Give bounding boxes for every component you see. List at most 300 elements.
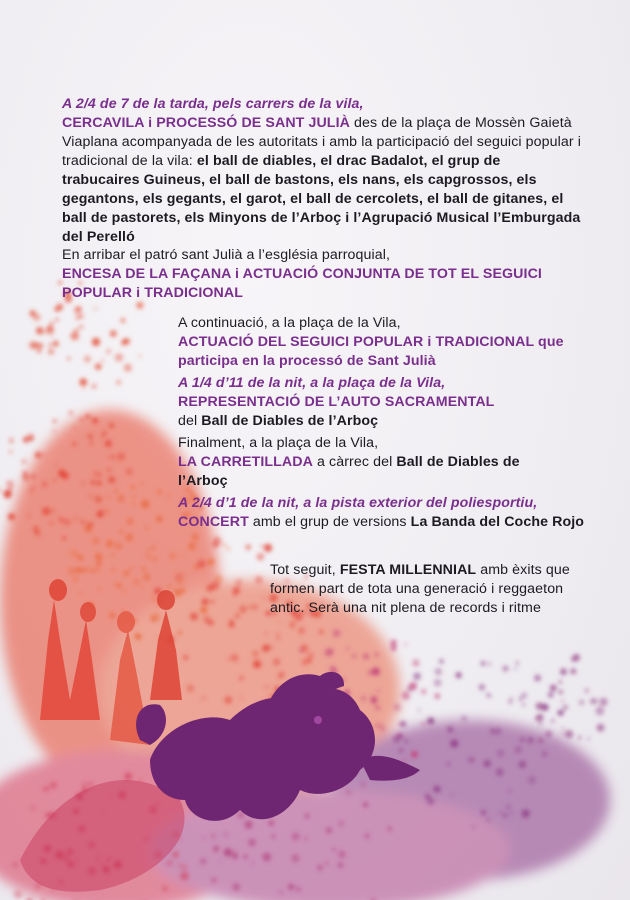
paint-speckle	[62, 472, 69, 479]
paint-speckle	[67, 357, 70, 360]
paint-speckle	[255, 576, 263, 584]
paint-speckle	[211, 600, 215, 604]
paint-speckle	[151, 597, 156, 602]
paint-speckle	[235, 613, 240, 618]
paint-speckle	[509, 701, 512, 704]
paint-speckle	[137, 635, 142, 640]
paint-speckle	[326, 827, 332, 833]
paint-speckle	[92, 418, 98, 424]
paint-speckle	[541, 751, 547, 757]
paint-speckle	[561, 726, 564, 729]
paint-speckle	[42, 453, 45, 456]
paint-speckle	[50, 322, 53, 325]
paint-speckle	[35, 452, 42, 459]
paint-speckle	[94, 339, 97, 342]
paint-speckle	[6, 480, 14, 488]
paint-speckle	[596, 707, 605, 716]
paint-speckle	[446, 761, 451, 766]
paint-speckle	[106, 509, 110, 513]
paint-speckle	[508, 789, 512, 793]
paint-speckle	[77, 555, 83, 561]
paint-speckle	[111, 568, 115, 572]
paint-speckle	[107, 456, 110, 459]
paint-speckle	[391, 645, 397, 651]
paint-speckle	[555, 741, 558, 744]
paint-speckle	[197, 560, 205, 568]
paint-speckle	[262, 853, 271, 862]
paint-speckle	[62, 536, 66, 540]
paint-speckle	[468, 757, 475, 764]
paint-speckle	[22, 459, 27, 464]
event-connector: del	[178, 413, 202, 429]
paint-speckle	[487, 818, 490, 821]
paint-speckle	[102, 359, 105, 362]
paint-speckle	[93, 471, 96, 474]
paint-speckle	[252, 650, 259, 657]
paint-speckle	[74, 307, 81, 314]
paint-speckle	[291, 832, 300, 841]
paint-speckle	[233, 587, 240, 594]
paint-speckle	[298, 627, 306, 635]
paint-speckle	[141, 500, 150, 509]
paint-speckle	[174, 574, 180, 580]
paint-speckle	[84, 356, 91, 363]
paint-speckle	[599, 698, 607, 706]
paint-speckle	[245, 544, 251, 550]
paint-speckle	[127, 538, 130, 541]
paint-speckle	[227, 658, 229, 660]
paint-speckle	[421, 689, 426, 694]
paint-speckle	[265, 632, 269, 636]
paint-speckle	[36, 327, 43, 334]
paint-speckle	[29, 491, 31, 493]
paint-speckle	[571, 657, 576, 662]
paint-speckle	[481, 810, 486, 815]
paint-speckle	[141, 482, 144, 485]
paint-speckle	[308, 658, 313, 663]
paint-speckle	[79, 378, 87, 386]
paint-speckle	[154, 558, 157, 561]
paint-speckle	[106, 540, 114, 548]
paint-speckle	[123, 570, 129, 576]
paint-speckle	[404, 643, 407, 646]
paint-speckle	[105, 440, 112, 447]
paint-speckle	[375, 705, 380, 710]
paint-speckle	[156, 516, 163, 523]
paint-speckle	[187, 685, 194, 692]
paint-speckle	[520, 737, 525, 742]
paint-speckle	[270, 646, 273, 649]
paint-speckle	[211, 833, 216, 838]
paint-speckle	[68, 567, 76, 575]
paint-speckle	[224, 833, 229, 838]
paint-speckle	[536, 714, 544, 722]
paint-speckle	[70, 549, 79, 558]
paint-speckle	[167, 584, 171, 588]
paint-speckle	[207, 558, 214, 565]
paint-speckle	[213, 846, 219, 852]
paint-speckle	[278, 621, 281, 624]
event-intro: Tot seguit,	[270, 562, 340, 578]
event-group: Ball de Diables de l’Arboç	[178, 454, 520, 489]
paint-speckle	[565, 730, 573, 738]
paint-speckle	[243, 854, 248, 859]
paint-speckle	[239, 676, 243, 680]
paint-speckle	[31, 806, 35, 810]
paint-speckle	[39, 343, 44, 348]
event-connector: amb el grup de versions	[248, 514, 411, 530]
paint-speckle	[412, 659, 419, 666]
paint-speckle	[578, 736, 581, 739]
paint-speckle	[40, 536, 42, 538]
paint-speckle	[96, 561, 101, 566]
paint-speckle	[49, 343, 52, 346]
paint-speckle	[50, 781, 58, 789]
paint-speckle	[346, 647, 350, 651]
paint-speckle	[3, 492, 10, 499]
paint-speckle	[434, 786, 441, 793]
paint-speckle	[22, 474, 29, 481]
paint-speckle	[156, 489, 163, 496]
paint-speckle	[83, 387, 85, 389]
paint-speckle	[131, 485, 136, 490]
paint-speckle	[551, 719, 555, 723]
paint-speckle	[51, 334, 53, 336]
paint-speckle	[14, 890, 23, 899]
paint-speckle	[404, 739, 408, 743]
paint-speckle	[495, 728, 501, 734]
paint-speckle	[53, 341, 59, 347]
paint-speckle	[173, 588, 180, 595]
paint-speckle	[262, 597, 265, 600]
paint-speckle	[560, 668, 567, 675]
paint-speckle	[597, 724, 605, 732]
paint-speckle	[499, 811, 503, 815]
paint-speckle	[96, 472, 102, 478]
paint-speckle	[94, 495, 101, 502]
paint-speckle	[54, 308, 57, 311]
paint-speckle	[178, 631, 182, 635]
paint-speckle	[55, 464, 58, 467]
paint-speckle	[13, 862, 19, 868]
paint-speckle	[379, 723, 382, 726]
paint-speckle	[124, 773, 132, 781]
paint-speckle	[528, 776, 536, 784]
paint-speckle	[479, 684, 485, 690]
paint-speckle	[203, 836, 206, 839]
paint-speckle	[65, 519, 71, 525]
paint-speckle	[202, 696, 206, 700]
paint-speckle	[190, 613, 198, 621]
paint-speckle	[534, 675, 541, 682]
paint-speckle	[172, 851, 179, 858]
paint-speckle	[33, 526, 38, 531]
paint-speckle	[363, 802, 368, 807]
paint-speckle	[497, 749, 505, 757]
paint-speckle	[132, 502, 135, 505]
paint-speckle	[514, 668, 517, 671]
paint-speckle	[276, 633, 279, 636]
paint-speckle	[413, 672, 421, 680]
paint-speckle	[163, 887, 167, 891]
paint-speckle	[143, 573, 150, 580]
paint-speckle	[538, 738, 544, 744]
paint-speckle	[124, 364, 132, 372]
event-auto-sacramental	[178, 374, 578, 431]
paint-speckle	[83, 567, 89, 573]
paint-speckle	[27, 515, 30, 518]
paint-speckle	[211, 581, 220, 590]
event-connector: a càrrec del	[312, 454, 397, 470]
paint-speckle	[109, 612, 115, 618]
paint-speckle	[277, 637, 280, 640]
paint-speckle	[425, 794, 430, 799]
paint-speckle	[116, 380, 121, 385]
paint-speckle	[146, 549, 149, 552]
paint-speckle	[114, 582, 120, 588]
paint-speckle	[439, 659, 443, 663]
paint-speckle	[393, 703, 401, 711]
paint-speckle	[37, 348, 42, 353]
paint-speckle	[100, 436, 103, 439]
paint-speckle	[42, 507, 50, 515]
paint-speckle	[252, 604, 259, 611]
paint-speckle	[361, 696, 366, 701]
paint-speckle	[461, 716, 466, 721]
paint-speckle	[585, 689, 589, 693]
paint-speckle	[390, 640, 396, 646]
paint-speckle	[9, 438, 15, 444]
paint-speckle	[72, 442, 77, 447]
paint-speckle	[180, 872, 188, 880]
paint-speckle	[338, 851, 346, 859]
paint-speckle	[587, 737, 590, 740]
paint-speckle	[106, 467, 111, 472]
paint-speckle	[108, 476, 115, 483]
paint-speckle	[48, 348, 55, 355]
paint-speckle	[30, 310, 36, 316]
paint-speckle	[191, 533, 199, 541]
paint-speckle	[95, 363, 102, 370]
event-encesa-facana	[62, 246, 582, 303]
paint-speckle	[53, 419, 57, 423]
paint-speckle	[319, 630, 323, 634]
paint-speckle	[211, 878, 216, 883]
paint-speckle	[231, 654, 239, 662]
paint-speckle	[410, 682, 417, 689]
event-title: CONCERT	[178, 514, 249, 530]
paint-speckle	[81, 481, 84, 484]
paint-speckle	[89, 567, 96, 574]
paint-speckle	[579, 700, 585, 706]
paint-speckle	[368, 670, 373, 675]
paint-speckle	[51, 509, 55, 513]
event-description: amb èxits que formen part de tota una generació i reggaeton antic. Serà una nit plena de records i ritme	[270, 562, 570, 616]
paint-speckle	[232, 854, 238, 860]
paint-speckle	[55, 318, 58, 321]
event-title: CERCAVILA i PROCESSÓ DE SANT JULIÀ	[62, 115, 350, 131]
event-description: des de la plaça de Mossèn Gaietà Viaplana acompanyada de les autoritats i amb la participació del seguici popular i tradicional de la vila:	[62, 115, 581, 169]
paint-speckle	[89, 495, 92, 498]
paint-speckle	[374, 724, 378, 728]
paint-speckle	[558, 710, 564, 716]
paint-speckle	[558, 680, 562, 684]
paint-speckle	[200, 606, 208, 614]
paint-speckle	[69, 411, 73, 415]
paint-speckle	[96, 568, 101, 573]
paint-speckle	[118, 529, 123, 534]
paint-speckle	[85, 414, 91, 420]
event-title: ACTUACIÓ DEL SEGUICI POPULAR i TRADICIONAL	[178, 334, 535, 350]
event-time: A 1/4 d’11 de la nit, a la plaça de la Vila,	[178, 375, 446, 391]
paint-speckle	[333, 629, 341, 637]
event-actuacio-seguici	[178, 314, 578, 371]
paint-speckle	[545, 731, 552, 738]
paint-speckle	[72, 576, 79, 583]
paint-speckle	[317, 865, 323, 871]
paint-speckle	[84, 524, 92, 532]
paint-speckle	[74, 516, 78, 520]
paint-speckle	[106, 349, 111, 354]
paint-speckle	[152, 612, 161, 621]
paint-speckle	[146, 554, 150, 558]
paint-speckle	[182, 864, 188, 870]
paint-speckle	[168, 495, 171, 498]
paint-speckle	[133, 579, 140, 586]
paint-speckle	[97, 511, 103, 517]
paint-speckle	[9, 450, 12, 453]
paint-speckle	[53, 479, 56, 482]
paint-speckle	[212, 541, 215, 544]
paint-speckle	[79, 325, 83, 329]
paint-speckle	[563, 705, 568, 710]
event-band: La Banda del Coche Rojo	[410, 514, 585, 530]
paint-speckle	[435, 668, 442, 675]
paint-speckle	[472, 825, 475, 828]
paint-speckle	[97, 481, 102, 486]
paint-speckle	[43, 788, 46, 791]
paint-speckle	[111, 455, 116, 460]
paint-speckle	[92, 537, 99, 544]
paint-speckle	[347, 790, 351, 794]
paint-speckle	[53, 430, 56, 433]
paint-speckle	[487, 662, 491, 666]
paint-speckle	[230, 619, 233, 622]
paint-speckle	[327, 648, 333, 654]
paint-speckle	[527, 737, 534, 744]
paint-speckle	[519, 698, 522, 701]
paint-speckle	[82, 782, 86, 786]
paint-speckle	[222, 543, 226, 547]
paint-speckle	[265, 685, 269, 689]
paint-speckle	[114, 489, 118, 493]
paint-speckle	[325, 862, 328, 865]
paint-speckle	[79, 417, 85, 423]
paint-speckle	[590, 698, 596, 704]
paint-speckle	[79, 591, 82, 594]
paint-speckle	[561, 732, 564, 735]
paint-speckle	[107, 496, 111, 500]
paint-speckle	[248, 606, 251, 609]
paint-speckle	[219, 859, 222, 862]
paint-speckle	[183, 655, 188, 660]
paint-speckle	[511, 812, 514, 815]
paint-speckle	[75, 315, 80, 320]
paint-speckle	[400, 721, 407, 728]
paint-speckle	[178, 864, 182, 868]
paint-speckle	[305, 814, 309, 818]
paint-speckle	[110, 330, 117, 337]
paint-speckle	[97, 587, 101, 591]
paint-speckle	[126, 518, 134, 526]
paint-speckle	[30, 486, 35, 491]
paint-speckle	[232, 883, 240, 891]
paint-speckle	[251, 862, 254, 865]
paint-speckle	[122, 339, 127, 344]
paint-speckle	[125, 533, 133, 541]
paint-speckle	[561, 699, 564, 702]
paint-speckle	[227, 547, 231, 551]
paint-speckle	[169, 552, 177, 560]
paint-speckle	[0, 488, 1, 493]
paint-speckle	[411, 751, 418, 758]
paint-speckle	[403, 759, 406, 762]
paint-speckle	[278, 676, 281, 679]
paint-speckle	[504, 814, 508, 818]
paint-speckle	[120, 318, 125, 323]
event-concert	[178, 494, 588, 532]
event-title: LA CARRETILLADA	[178, 454, 313, 470]
paint-speckle	[29, 341, 37, 349]
paint-speckle	[133, 495, 136, 498]
paint-speckle	[262, 645, 269, 652]
paint-speckle	[291, 854, 299, 862]
paint-speckle	[363, 653, 369, 659]
paint-speckle	[408, 687, 411, 690]
paint-speckle	[377, 690, 380, 693]
paint-speckle	[450, 739, 458, 747]
paint-speckle	[364, 833, 369, 838]
paint-speckle	[200, 858, 206, 864]
paint-speckle	[435, 693, 441, 699]
paint-speckle	[338, 820, 344, 826]
event-intro: En arribar el patró sant Julià a l’església parroquial,	[62, 247, 391, 263]
paint-speckle	[380, 726, 386, 732]
paint-speckle	[122, 589, 126, 593]
paint-speckle	[514, 746, 522, 754]
paint-speckle	[44, 331, 47, 334]
paint-speckle	[240, 697, 243, 700]
event-title: FESTA MILLENNIAL	[339, 562, 477, 578]
paint-speckle	[202, 598, 209, 605]
paint-speckle	[208, 620, 213, 625]
paint-speckle	[288, 884, 294, 890]
event-detail: que participa en la processó de Sant Julià	[178, 334, 564, 369]
paint-speckle	[95, 553, 103, 561]
event-intro: Finalment, a la plaça de la Vila,	[178, 435, 379, 451]
paint-speckle	[145, 527, 148, 530]
paint-speckle	[130, 567, 133, 570]
paint-speckle	[91, 384, 96, 389]
paint-speckle	[519, 761, 526, 768]
paint-speckle	[332, 848, 335, 851]
paint-speckle	[481, 661, 486, 666]
paint-speckle	[111, 553, 114, 556]
event-cercavila	[62, 95, 582, 247]
paint-speckle	[253, 660, 261, 668]
paint-speckle	[256, 553, 264, 561]
paint-speckle	[273, 658, 280, 665]
